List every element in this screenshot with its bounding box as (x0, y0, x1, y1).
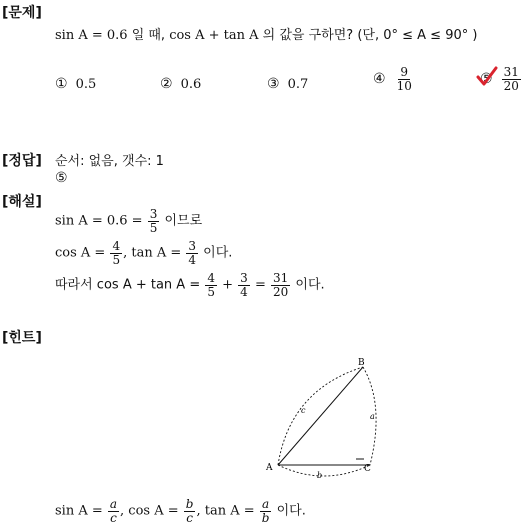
fraction-denominator: c (110, 510, 117, 525)
choice-value: 0.5 (75, 76, 97, 92)
vertex-b-label: B (358, 358, 365, 368)
explanation-heading: [해설] (2, 194, 42, 210)
fraction-denominator: 10 (396, 78, 412, 93)
answer-order-line: 순서: 없음, 갯수: 1 (55, 154, 164, 169)
choice-1 (55, 76, 96, 92)
check-mark-icon (476, 65, 498, 87)
fraction-numerator: 4 (207, 271, 215, 285)
fraction-numerator: 31 (503, 65, 519, 79)
fraction-numerator: 3 (149, 207, 158, 221)
choice-4 (373, 66, 415, 92)
fraction-numerator: 4 (112, 239, 121, 253)
explanation-text: 이다. (199, 245, 233, 261)
explanation-line-3 (55, 272, 325, 298)
question-part-d: 의 값을 구하면? (단, 0° ≤ A ≤ 90° ) (262, 28, 478, 43)
fraction-denominator: 4 (240, 284, 248, 299)
fraction-denominator: b (261, 510, 270, 525)
explanation-text: + (218, 277, 238, 293)
choice-3 (267, 76, 308, 92)
question-part-a: sin A = 0.6 (55, 28, 132, 43)
choice-fraction (395, 66, 414, 92)
choice-marker: ④ (373, 71, 386, 88)
hint-text: , tan A = (196, 503, 259, 519)
fraction (184, 498, 196, 524)
explanation-text: 이다. (291, 277, 325, 293)
fraction-denominator: 5 (149, 220, 158, 235)
explanation-text: sin A = 0.6 = (55, 213, 147, 229)
question-part-c: cos A + tan A (169, 28, 263, 43)
explanation-text: , tan A = (123, 245, 186, 261)
choice-fraction (502, 66, 521, 92)
choice-marker-glyph: ⑤ (480, 71, 493, 88)
explanation-line-2 (55, 240, 232, 266)
side-b-arc (278, 465, 370, 476)
choice-marker (480, 71, 493, 87)
fraction (148, 208, 160, 234)
problem-heading: [문제] (2, 5, 42, 21)
explanation-text: cos A = (55, 245, 110, 261)
fraction-denominator: 20 (272, 284, 289, 299)
fraction-denominator: 5 (112, 252, 121, 267)
choice-marker: ② (160, 76, 173, 92)
fraction (205, 272, 217, 298)
question-part-b: 일 때, (131, 28, 170, 43)
hypotenuse-line (278, 367, 363, 465)
answer-choice: ⑤ (55, 170, 68, 186)
hint-formula (55, 498, 306, 524)
fraction-numerator: b (185, 497, 194, 511)
choice-value: 0.6 (180, 76, 202, 92)
explanation-text: 따라서 cos A + tan A = (55, 277, 205, 293)
vertex-c-label: C (364, 464, 371, 474)
choice-5 (480, 66, 522, 92)
fraction-denominator: 5 (207, 284, 215, 299)
vertex-a-label: A (266, 463, 273, 473)
fraction-numerator: a (109, 497, 118, 511)
side-c-label: c (301, 406, 306, 415)
choice-marker: ① (55, 76, 68, 92)
problem-question (55, 24, 477, 43)
hint-text: 이다. (272, 503, 306, 519)
fraction-denominator: 20 (503, 78, 519, 93)
fraction (186, 240, 198, 266)
hint-heading: [힌트] (2, 330, 42, 346)
choice-2 (160, 76, 201, 92)
fraction-numerator: 3 (240, 271, 248, 285)
fraction (271, 272, 290, 298)
choice-value: 0.7 (287, 76, 309, 92)
fraction-numerator: 3 (188, 239, 197, 253)
side-b-label: b (317, 471, 323, 480)
fraction-numerator: 31 (272, 271, 289, 285)
choice-marker: ③ (267, 76, 280, 92)
fraction-denominator: 4 (188, 252, 197, 267)
fraction-denominator: c (186, 510, 193, 525)
answer-heading: [정답] (2, 153, 42, 169)
side-a-label: a (370, 412, 375, 421)
fraction-numerator: 9 (400, 65, 409, 79)
fraction-numerator: a (262, 497, 270, 511)
fraction (238, 272, 250, 298)
fraction (110, 240, 122, 266)
triangle-diagram (260, 355, 390, 480)
hint-text: sin A = (55, 503, 107, 519)
fraction (108, 498, 119, 524)
explanation-text: = (250, 277, 270, 293)
explanation-text: 이므로 (160, 213, 203, 229)
hint-text: , cos A = (120, 503, 183, 519)
fraction (260, 498, 272, 524)
explanation-line-1 (55, 208, 202, 234)
